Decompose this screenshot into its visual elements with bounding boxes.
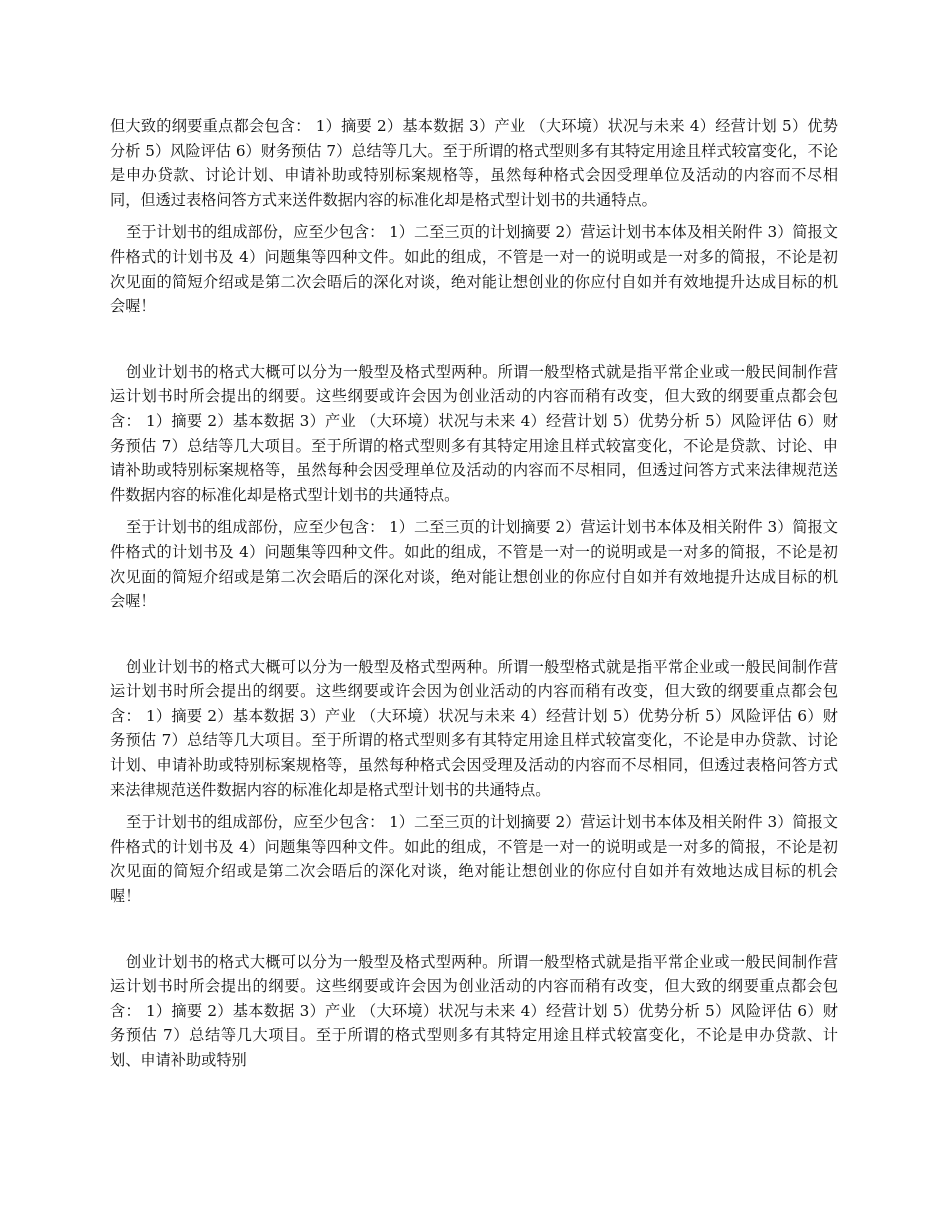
section-gap <box>110 319 838 360</box>
paragraph-4: 至于计划书的组成部份，应至少包含： 1）二至三页的计划摘要 2）营运计划书本体及相关附件 3）简报文件格式的计划书及 4）问题集等四种文件。如此的组成，不管是一对一的说明或是一对多的简报，不论是初次见面的简短介绍或是第二次会晤后的深化对谈，绝对能让想创业的你应付自如并有效地提升达成目标的机会喔！ <box>110 518 838 611</box>
paragraph-1: 但大致的纲要重点都会包含： 1）摘要 2）基本数据 3）产业 （大环境）状况与未来 4）经营计划 5）优势分析 5）风险评估 6）财务预估 7）总结等几大。至于所谓的格式型则多有其特定用途且样式较富变化，不论是申办贷款、讨论计划、申请补助或特别标案规格等，虽然每种格式会因受理单位及活动的内容而不尽相同，但透过表格问答方式来送件数据内容的标准化却是格式型计划书的共通特点。 <box>110 117 838 209</box>
paragraph-gap <box>110 212 838 220</box>
section-gap <box>110 909 838 950</box>
paragraph-3: 创业计划书的格式大概可以分为一般型及格式型两种。所谓一般型格式就是指平常企业或一般民间制作营运计划书时所会提出的纲要。这些纲要或许会因为创业活动的内容而稍有改变，但大致的纲要重点都会包含： 1）摘要 2）基本数据 3）产业 （大环境）状况与未来 4）经营计划 5）优势分析 5）风险评估 6）财务预估 7）总结等几大项目。至于所谓的格式型则多有其特定用途且样式较富变化，不论是贷款、讨论、申请补助或特别标案规格等，虽然每种会因受理单位及活动的内容而不尽相同，但透过问答方式来法律规范送件数据内容的标准化却是格式型计划书的共通特点。 <box>110 362 838 504</box>
paragraph-gap <box>110 802 838 810</box>
section-gap <box>110 614 838 655</box>
paragraph-5: 创业计划书的格式大概可以分为一般型及格式型两种。所谓一般型格式就是指平常企业或一般民间制作营运计划书时所会提出的纲要。这些纲要或许会因为创业活动的内容而稍有改变，但大致的纲要重点都会包含： 1）摘要 2）基本数据 3）产业 （大环境）状况与未来 4）经营计划 5）优势分析 5）风险评估 6）财务预估 7）总结等几大项目。至于所谓的格式型则多有其特定用途且样式较富变化，不论是申办贷款、讨论计划、申请补助或特别标案规格等，虽然每种格式会因受理及活动的内容而不尽相同，但透过表格问答方式来法律规范送件数据内容的标准化却是格式型计划书的共通特点。 <box>110 657 838 799</box>
paragraph-7: 创业计划书的格式大概可以分为一般型及格式型两种。所谓一般型格式就是指平常企业或一般民间制作营运计划书时所会提出的纲要。这些纲要或许会因为创业活动的内容而稍有改变，但大致的纲要重点都会包含： 1）摘要 2）基本数据 3）产业 （大环境）状况与未来 4）经营计划 5）优势分析 5）风险评估 6）财务预估 7）总结等几大项目。至于所谓的格式型则多有其特定用途且样式较富变化，不论是申办贷款、计划、申请补助或特别 <box>110 952 838 1069</box>
paragraph-6: 至于计划书的组成部份，应至少包含： 1）二至三页的计划摘要 2）营运计划书本体及相关附件 3）简报文件格式的计划书及 4）问题集等四种文件。如此的组成，不管是一对一的说明或是一对多的简报，不论是初次见面的简短介绍或是第二次会晤后的深化对谈，绝对能让想创业的你应付自如并有效地达成目标的机会喔！ <box>110 813 838 906</box>
paragraph-gap <box>110 507 838 515</box>
document-page <box>110 114 838 1073</box>
paragraph-2: 至于计划书的组成部份，应至少包含： 1）二至三页的计划摘要 2）营运计划书本体及相关附件 3）简报文件格式的计划书及 4）问题集等四种文件。如此的组成，不管是一对一的说明或是一对多的简报，不论是初次见面的简短介绍或是第二次会晤后的深化对谈，绝对能让想创业的你应付自如并有效地提升达成目标的机会喔！ <box>110 223 838 316</box>
